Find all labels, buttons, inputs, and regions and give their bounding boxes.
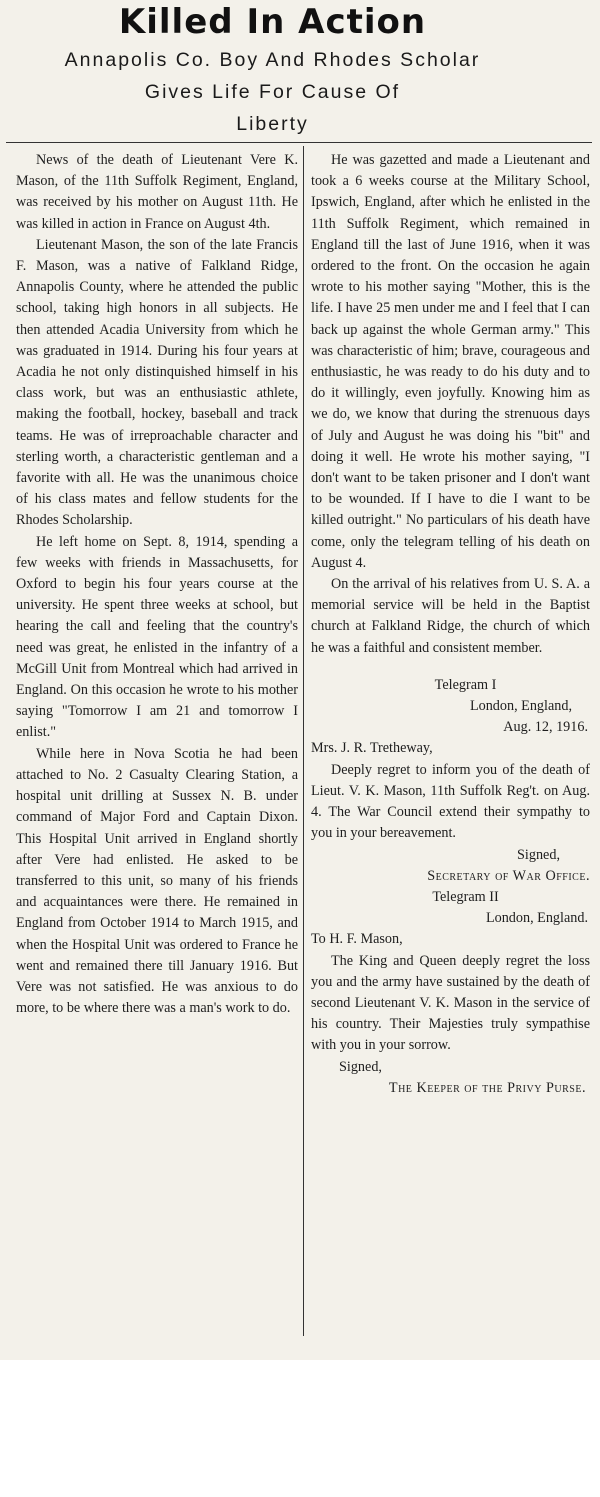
telegram-2-place: London, England. <box>485 910 588 927</box>
telegram-1-heading: Telegram I <box>434 676 497 693</box>
telegram-1-addressee: Mrs. J. R. Tretheway, <box>311 740 433 757</box>
telegram-1-place: London, England, <box>469 698 572 715</box>
paragraph-3: He left home on Sept. 8, 1914, spending a few weeks with friends in Massachusetts, for Oxford to begin his four years course at the university. He spent three weeks at school, but hearing the call and feeling that the country's need was great, he enlisted in the infantry of a McGill Unit from Montreal which had arrived in England. On this occasion he wrote to his mother saying "Tomorrow I am 21 and tomorrow I enlist." <box>16 533 298 741</box>
telegram-2-signed: Signed, <box>339 1058 382 1075</box>
telegram-1-signature: Secretary of War Office. <box>427 867 590 884</box>
telegram-2-heading: Telegram II <box>432 888 499 905</box>
article-column-2 <box>311 150 590 1099</box>
paragraph-4: While here in Nova Scotia he had been attached to No. 2 Casualty Clearing Station, a hospital unit drilling at Sussex N. B. under command of Major Ford and Captain Dixon. This Hospital Unit arrived in England shortly after Vere had enlisted. He asked to be transferred to this unit, so many of his friends and acquaintances were there. He remained in England from October 1914 to March 1915, and when the Hospital Unit was ordered to France he went and remained there till January 1916. But Vere was not satisfied. He was anxious to do more, to be where there was a man's work to do. <box>16 745 298 1017</box>
telegram-1-signed: Signed, <box>517 846 560 863</box>
header-rule <box>6 142 592 143</box>
column-divider <box>303 146 304 1336</box>
telegram-1-date: Aug. 12, 1916. <box>503 719 588 736</box>
subheadline-line-2: Gives Life For Cause Of <box>144 81 401 103</box>
paragraph-6: On the arrival of his relatives from U. S. A. a memorial service will be held in the Baptist church at Falkland Ridge, the church of which he was a faithful and consistent member. <box>311 576 590 656</box>
paragraph-5: He was gazetted and made a Lieutenant and took a 6 weeks course at the Military School, Ipswich, England, after which he enlisted in the 11th Suffolk Regiment, which remained in England till the last of June 1916, when it was ordered to the front. On the occasion he again wrote to his mother saying "Mother, this is the life. I have 25 men under me and I feel that I can back up against the whole German army." This was characteristic of him; brave, courageous and enthusiastic, he was ready to do his duty and to do it willingly, even joyfully. Knowing him as we do, we know that during the strenuous days of July and August he was doing his "bit" and doing it well. He wrote his mother saying, "I don't want to be taken prisoner and I don't want to be wounded. If I have to die I want to be killed outright." No particulars of his death have come, only the telegram telling of his death on August 4. <box>311 152 590 571</box>
telegram-2-signature: The Keeper of the Privy Purse. <box>388 1079 586 1096</box>
article-column-1 <box>16 150 298 1019</box>
headline: Killed In Action <box>118 2 427 42</box>
paragraph-2: Lieutenant Mason, the son of the late Francis F. Mason, was a native of Falkland Ridge, Annapolis County, where he attended the public school, taking high honors in all subjects. He then attended Acadia University from which he was graduated in 1914. During his four years at Acadia he not only distinquished himself in his class work, but was an enthusiastic athlete, making the football, hockey, baseball and track teams. He was of irreproachable character and sterling worth, a characteristic gentleman and a favorite with all. He was the unanimous choice of his class mates and fellow students for the Rhodes Scholarship. <box>16 236 298 529</box>
telegram-1-body: Deeply regret to inform you of the death of Lieut. V. K. Mason, 11th Suffolk Reg't. on Aug. 4. The War Council extend their sympathy to you in your bereavement. <box>311 761 590 842</box>
subheadline-line-3: Liberty <box>236 113 309 135</box>
subheadline-line-1: Annapolis Co. Boy And Rhodes Scholar <box>64 49 481 71</box>
telegram-2-addressee: To H. F. Mason, <box>311 931 403 948</box>
paragraph-1: News of the death of Lieutenant Vere K. Mason, of the 11th Suffolk Regiment, England, was received by his mother on August 11th. He was killed in action in France on August 4th. <box>16 152 298 232</box>
telegram-2-body: The King and Queen deeply regret the loss you and the army have sustained by the death of second Lieutenant V. K. Mason in the service of his country. Their Majesties truly sympathise with you in your sorrow. <box>311 952 590 1054</box>
